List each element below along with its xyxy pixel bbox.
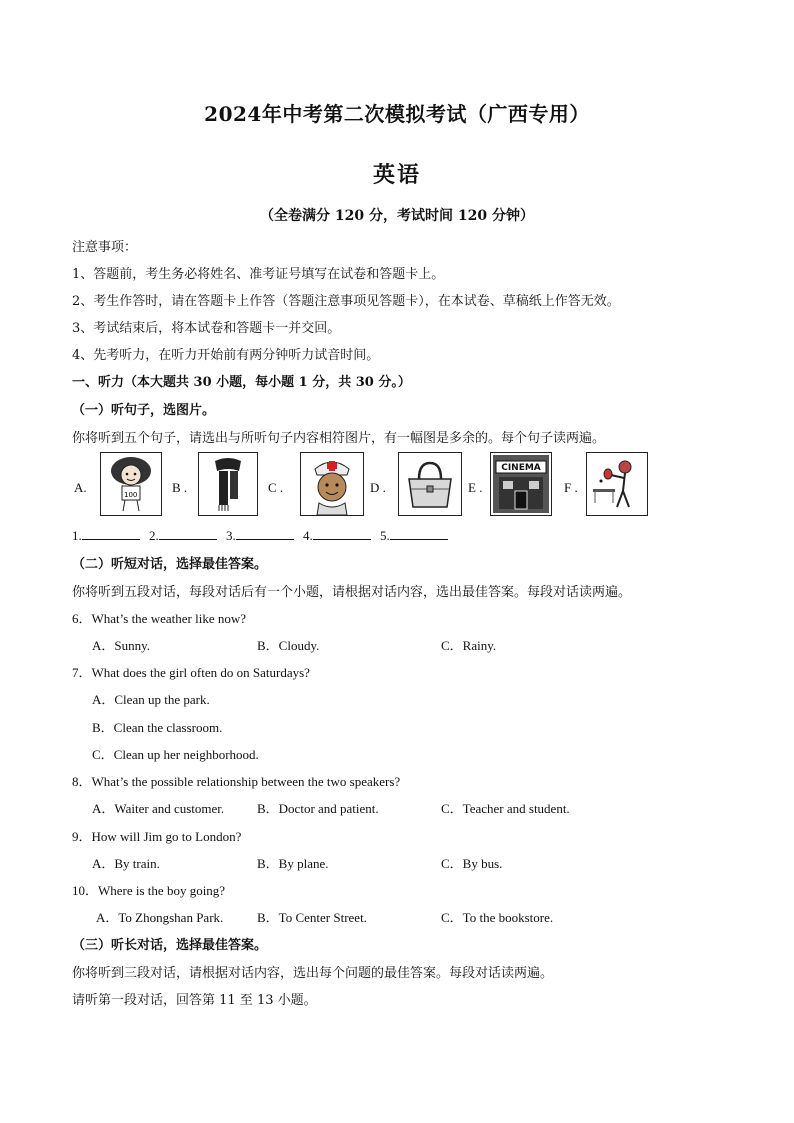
- q9-option-c[interactable]: C．By bus.: [441, 856, 503, 871]
- part1-heading: （一）听句子，选图片。: [72, 403, 216, 418]
- picture-label-d: D .: [370, 480, 386, 495]
- section1-heading: 一、听力（本大题共 30 小题，每小题 1 分，共 30 分。）: [72, 375, 411, 390]
- q6-option-b[interactable]: B．Cloudy.: [257, 638, 320, 653]
- question-10: 10．Where is the boy going?: [72, 883, 226, 898]
- part3-sub-instruction: 请听第一段对话，回答第 11 至 13 小题。: [72, 993, 317, 1008]
- q8-option-c[interactable]: C．Teacher and student.: [441, 801, 570, 816]
- question-6: 6．What’s the weather like now?: [72, 611, 246, 626]
- blank-label-5: 5.: [380, 528, 390, 543]
- girl-with-100-paper-icon: [100, 452, 162, 516]
- q6-option-a[interactable]: A．Sunny.: [92, 638, 151, 653]
- part2-instruction: 你将听到五段对话，每段对话后有一个小题，请根据对话内容，选出最佳答案。每段对话读两遍。: [72, 585, 632, 600]
- q10-option-b[interactable]: B．To Center Street.: [257, 910, 367, 925]
- q10-option-a[interactable]: A．To Zhongshan Park.: [96, 910, 224, 925]
- note-item-3: 3、考试结束后，将本试卷和答题卡一并交回。: [72, 321, 341, 336]
- answer-blank-2[interactable]: [159, 527, 217, 540]
- ping-pong-player-icon: [586, 452, 648, 516]
- note-item-1: 1、答题前，考生务必将姓名、准考证号填写在试卷和答题卡上。: [72, 267, 445, 282]
- picture-options: [72, 452, 732, 518]
- part1-instruction: 你将听到五个句子，请选出与所听句子内容相符图片，有一幅图是多余的。每个句子读两遍。: [72, 431, 606, 446]
- question-7: 7．What does the girl often do on Saturdays?: [72, 665, 310, 680]
- blank-label-3: 3.: [226, 528, 236, 543]
- part3-instruction: 你将听到三段对话，请根据对话内容，选出每个问题的最佳答案。每段对话读两遍。: [72, 966, 554, 981]
- answer-blank-4[interactable]: [313, 527, 371, 540]
- answer-blank-5[interactable]: [390, 527, 448, 540]
- picture-label-f: F .: [564, 480, 578, 495]
- cinema-sign-text: CINEMA: [501, 463, 541, 473]
- blank-label-1: 1.: [72, 528, 82, 543]
- nurse-icon: [300, 452, 364, 516]
- answer-blank-3[interactable]: [236, 527, 294, 540]
- note-item-4: 4、先考听力，在听力开始前有两分钟听力试音时间。: [72, 348, 380, 363]
- picture-label-c: C .: [268, 480, 284, 495]
- q7-option-a[interactable]: A．Clean up the park.: [92, 692, 210, 707]
- part2-heading: （二）听短对话，选择最佳答案。: [72, 557, 268, 572]
- q7-option-b[interactable]: B．Clean the classroom.: [92, 720, 223, 735]
- blank-label-2: 2.: [149, 528, 159, 543]
- blank-label-4: 4.: [303, 528, 313, 543]
- exam-title: 2024年中考第二次模拟考试（广西专用）: [204, 102, 590, 126]
- q8-option-a[interactable]: A．Waiter and customer.: [92, 801, 225, 816]
- handbag-icon: [398, 452, 462, 516]
- question-8: 8．What’s the possible relationship between the two speakers?: [72, 774, 401, 789]
- picture-label-b: B .: [172, 480, 188, 495]
- q9-option-a[interactable]: A．By train.: [92, 856, 160, 871]
- notes-heading: 注意事项：: [72, 240, 138, 255]
- scarf-icon: [198, 452, 258, 516]
- part3-heading: （三）听长对话，选择最佳答案。: [72, 938, 268, 953]
- svg-text:100: 100: [124, 491, 138, 499]
- q9-option-b[interactable]: B．By plane.: [257, 856, 329, 871]
- q8-option-b[interactable]: B．Doctor and patient.: [257, 801, 379, 816]
- q7-option-c[interactable]: C．Clean up her neighborhood.: [92, 747, 259, 762]
- q10-option-c[interactable]: C．To the bookstore.: [441, 910, 554, 925]
- note-item-2: 2、考生作答时，请在答题卡上作答（答题注意事项见答题卡），在本试卷、草稿纸上作答无效。: [72, 294, 620, 309]
- exam-subject: 英语: [372, 162, 421, 188]
- cinema-icon: [490, 452, 552, 516]
- q6-option-c[interactable]: C．Rainy.: [441, 638, 497, 653]
- picture-label-a: A.: [74, 480, 87, 495]
- picture-label-e: E .: [468, 480, 483, 495]
- answer-blank-1[interactable]: [82, 527, 140, 540]
- answer-blanks: [72, 527, 454, 544]
- score-note: （全卷满分 120 分，考试时间 120 分钟）: [260, 208, 534, 224]
- question-9: 9．How will Jim go to London?: [72, 829, 242, 844]
